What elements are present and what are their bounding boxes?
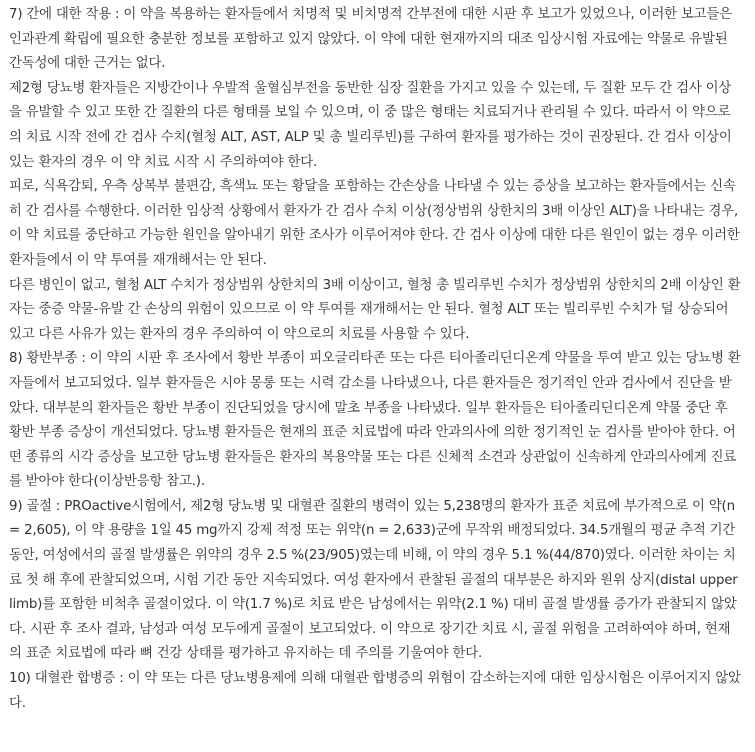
paragraph-fractures: 9) 골절 : PROactive시험에서, 제2형 당뇨병 및 대혈관 질환의 병력이 있는 5,238명의 환자가 표준 치료에 부가적으로 이 약(n = 2,605), 이 약 용량을 1일 45 mg까지 강제 적정 또는 위약(n = 2,633)군에 무작위 배정되었다. 34.5개월의 평균 추적 기간 동안, 여성에서의 골절 발생률은 위약의 경우 2.5 %(23/905)였는데 비해, 이 약의 경우 5.1 %(44/870)였다. 이러한 차이는 치료 첫 해 후에 관찰되었으며, 시험 기간 동안 지속되었다. 여성 환자에서 관찰된 골절의 대부분은 하지와 원위 상지(distal upper limb)를 포함한 비척추 골절이었다. 이 약(1.7 %)로 치료 받은 남성에서는 위약(2.1 %) 대비 골절 발생률 증가가 관찰되지 않았다. 시판 후 조사 결과, 남성과 여성 모두에게 골절이 보고되었다. 이 약으로 장기간 치료 시, 골절 위험을 고려하여야 하며, 현재의 표준 치료법에 따라 뼈 건강 상태를 평가하고 유지하는 데 주의를 기울여야 한다. (9, 498, 738, 662)
paragraph-macrovascular: 10) 대혈관 합병증 : 이 약 또는 다른 당뇨병용제에 의해 대혈관 합병증의 위험이 감소하는지에 대한 임상시험은 이루어지지 않았다. (9, 671, 741, 711)
paragraph-macular-edema: 8) 황반부종 : 이 약의 시판 후 조사에서 황반 부종이 피오글리타존 또는 다른 티아졸리딘디온계 약물을 투여 받고 있는 당뇨병 환자들에서 보고되었다. 일부 환자들은 시야 몽롱 또는 시력 감소를 나타냈으나, 다른 환자들은 정기적인 안과 검사에서 진단을 받았다. 대부분의 환자들은 황반 부종이 진단되었을 당시에 말초 부종을 나타냈다. 일부 환자들은 티아졸리딘디온계 약물 중단 후 황반 부종 증상이 개선되었다. 당뇨병 환자들은 현재의 표준 치료법에 따라 안과의사에 의한 정기적인 눈 검사를 받아야 한다. 어떤 종류의 시각 증상을 보고한 당뇨병 환자들은 환자의 복용약물 또는 다른 신체적 소견과 상관없이 신속하게 안과의사에게 진료를 받아야 한다(이상반응항 참고.). (9, 351, 741, 490)
paragraph-type2-diabetes-liver: 제2형 당뇨병 환자들은 지방간이나 우발적 울혈심부전을 동반한 심장 질환을 가지고 있을 수 있는데, 두 질환 모두 간 검사 이상을 유발할 수 있고 또한 간 질환의 다른 형태를 보일 수 있으며, 이 중 많은 형태는 치료되거나 관리될 수 있다. 따라서 이 약으로의 치료 시작 전에 간 검사 수치(혈청 ALT, AST, ALP 및 총 빌리루빈)를 구하여 환자를 평가하는 것이 권장된다. 간 검사 이상이 있는 환자의 경우 이 약 치료 시작 시 주의하여야 한다. (9, 80, 732, 170)
paragraph-hepatic-effects: 7) 간에 대한 작용 : 이 약을 복용하는 환자들에서 치명적 및 비치명적 간부전에 대한 시판 후 보고가 있었으나, 이러한 보고들은 인과관계 확립에 필요한 충분한 정보를 포함하고 있지 않았다. 이 약에 대한 현재까지의 대조 임상시험 자료에는 약물로 유발된 간독성에 대한 근거는 없다. (9, 7, 732, 72)
paragraph-alt-bilirubin: 다른 병인이 없고, 혈청 ALT 수치가 정상범위 상한치의 3배 이상이고, 혈청 총 빌리루빈 수치가 정상범위 상한치의 2배 이상인 환자는 중증 약물-유발 간 손상의 위험이 있으므로 이 약 투여를 재개해서는 안 된다. 혈청 ALT 또는 빌리루빈 수치가 덜 상승되어 있고 다른 사유가 있는 환자의 경우 주의하여 이 약으로의 치료를 사용할 수 있다. (9, 277, 741, 342)
paragraph-liver-injury-symptoms: 피로, 식욕감퇴, 우측 상복부 불편감, 흑색뇨 또는 황달을 포함하는 간손상을 나타낼 수 있는 증상을 보고하는 환자들에서는 신속히 간 검사를 수행한다. 이러한 임상적 상황에서 환자가 간 검사 수치 이상(정상범위 상한치의 3배 이상인 ALT)을 나타내는 경우, 이 약 치료를 중단하고 가능한 원인을 알아내기 위한 조사가 이루어져야 한다. 간 검사 이상에 대한 다른 원인이 없는 경우 이러한 환자들에서 이 약 투여를 재개해서는 안 된다. (9, 179, 740, 268)
